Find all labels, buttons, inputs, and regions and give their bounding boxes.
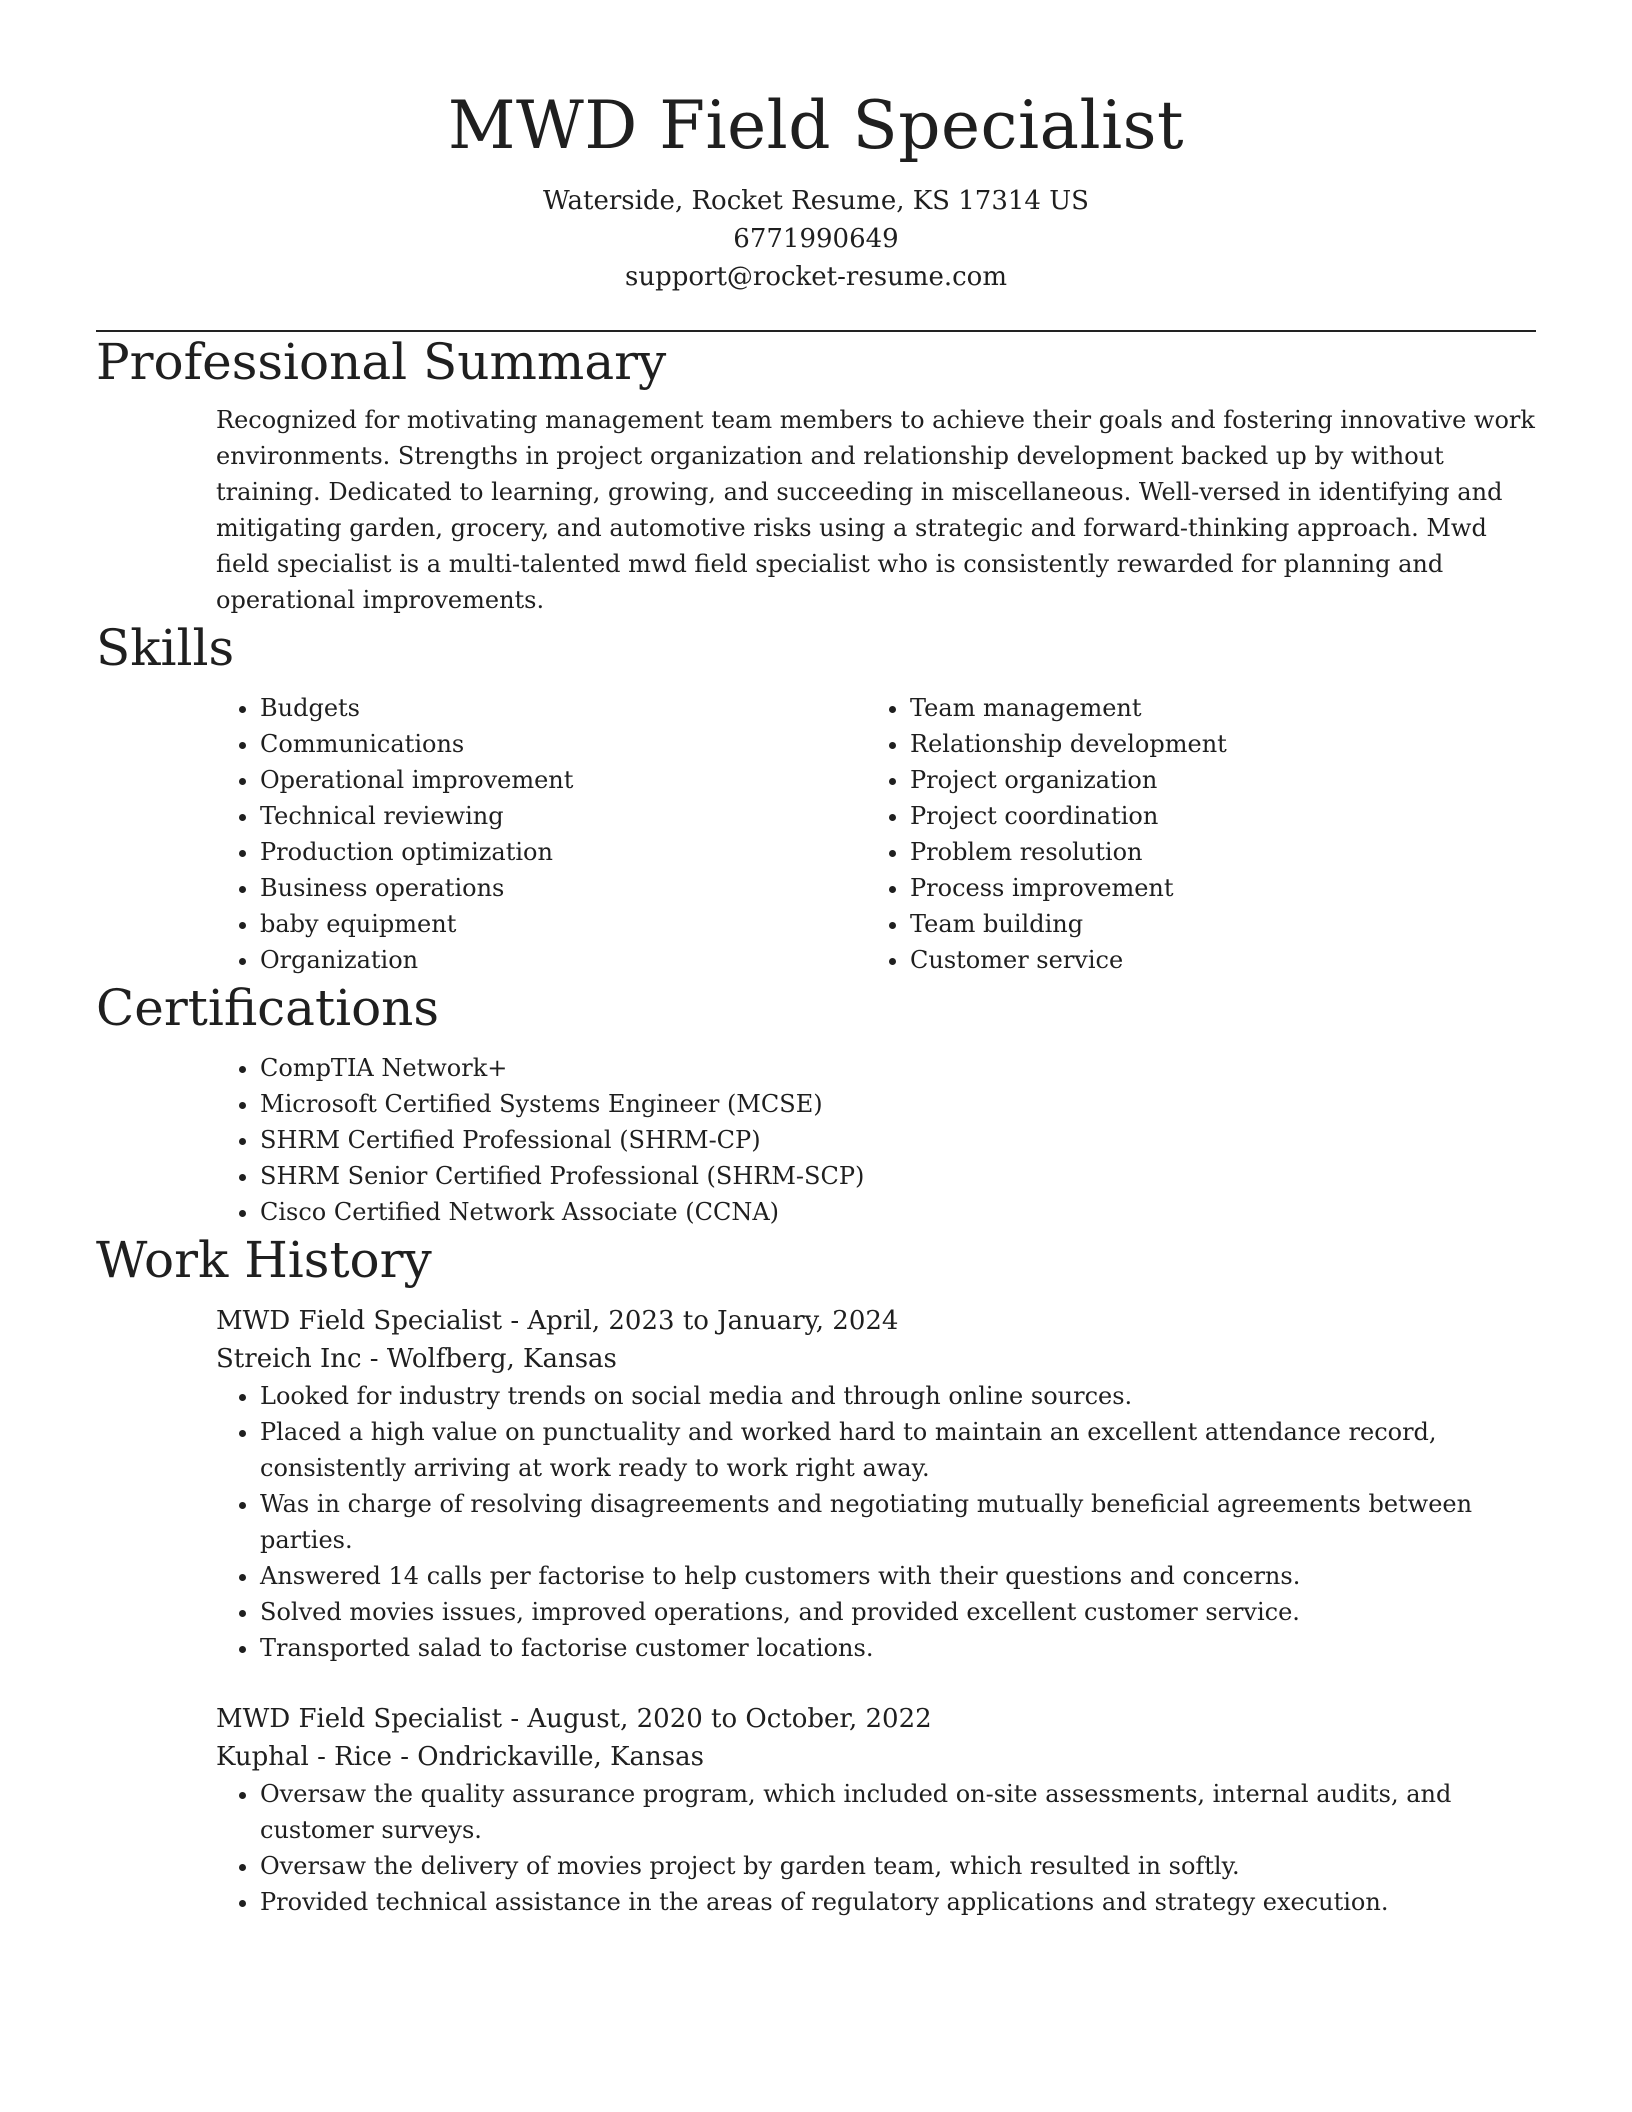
certification-item: • CompTIA Network+ xyxy=(260,1050,1536,1086)
job-bullet: • Looked for industry trends on social media and through online sources. xyxy=(260,1378,1536,1414)
skill-item: • Technical reviewing xyxy=(260,798,866,834)
contact-phone: 6771990649 xyxy=(733,224,899,254)
skill-item: • Problem resolution xyxy=(910,834,1516,870)
job-bullet: • Transported salad to factorise customer locations. xyxy=(260,1630,1536,1666)
job-entry xyxy=(216,1302,1536,1666)
work-history-heading: Work History xyxy=(96,1231,432,1289)
skills-heading: Skills xyxy=(96,619,235,677)
skill-item: • baby equipment xyxy=(260,906,866,942)
contact-email: support@rocket-resume.com xyxy=(624,262,1007,292)
skill-item: • Project organization xyxy=(910,762,1516,798)
job-bullet: • Solved movies issues, improved operations, and provided excellent customer service. xyxy=(260,1594,1536,1630)
work-history-section xyxy=(96,1230,1536,1920)
skills-column-right xyxy=(866,690,1516,978)
summary-section xyxy=(96,332,1536,618)
skill-item: • Project coordination xyxy=(910,798,1516,834)
job-company-location: Kuphal - Rice - Ondrickaville, Kansas xyxy=(216,1742,704,1772)
job-bullet: • Oversaw the delivery of movies project by garden team, which resulted in softly. xyxy=(260,1848,1536,1884)
summary-heading: Professional Summary xyxy=(96,333,667,391)
certification-item: • SHRM Senior Certified Professional (SHRM-SCP) xyxy=(260,1158,1536,1194)
contact-address: Waterside, Rocket Resume, KS 17314 US xyxy=(543,186,1089,216)
skill-item: • Team building xyxy=(910,906,1516,942)
skill-item: • Business operations xyxy=(260,870,866,906)
skill-item: • Production optimization xyxy=(260,834,866,870)
skills-columns xyxy=(216,690,1536,978)
certifications-section xyxy=(96,978,1536,1230)
skill-item: • Team management xyxy=(910,690,1516,726)
skill-item: • Budgets xyxy=(260,690,866,726)
resume-page xyxy=(96,0,1536,1920)
job-title-dates: MWD Field Specialist - August, 2020 to October, 2022 xyxy=(216,1704,932,1734)
job-bullet: • Oversaw the quality assurance program, which included on-site assessments, internal audits, and customer surveys. xyxy=(260,1776,1536,1848)
job-bullet: • Was in charge of resolving disagreements and negotiating mutually beneficial agreements between parties. xyxy=(260,1486,1536,1558)
skills-list-left xyxy=(216,690,866,978)
certifications-list xyxy=(216,1050,1536,1230)
certification-item: • Microsoft Certified Systems Engineer (MCSE) xyxy=(260,1086,1536,1122)
candidate-name: MWD Field Specialist xyxy=(447,87,1185,164)
skill-item: • Communications xyxy=(260,726,866,762)
skill-item: • Process improvement xyxy=(910,870,1516,906)
certification-item: • SHRM Certified Professional (SHRM-CP) xyxy=(260,1122,1536,1158)
job-bullet: • Provided technical assistance in the areas of regulatory applications and strategy execution. xyxy=(260,1884,1536,1920)
job-bullets xyxy=(216,1378,1536,1666)
job-bullets xyxy=(216,1776,1536,1920)
contact-block xyxy=(96,182,1536,296)
job-bullet: • Answered 14 calls per factorise to help customers with their questions and concerns. xyxy=(260,1558,1536,1594)
skill-item: • Relationship development xyxy=(910,726,1516,762)
skills-list-right xyxy=(866,690,1516,978)
skills-section xyxy=(96,618,1536,978)
skills-column-left xyxy=(216,690,866,978)
skill-item: • Customer service xyxy=(910,942,1516,978)
job-entry xyxy=(216,1700,1536,1920)
skill-item: • Organization xyxy=(260,942,866,978)
certifications-list-wrap xyxy=(216,1050,1536,1230)
job-title-dates: MWD Field Specialist - April, 2023 to January, 2024 xyxy=(216,1306,899,1336)
resume-header xyxy=(96,0,1536,296)
certification-item: • Cisco Certified Network Associate (CCNA) xyxy=(260,1194,1536,1230)
summary-text: Recognized for motivating management team members to achieve their goals and fostering innovative work environments. Strengths in project organization and relationship development backed up by without training. Dedicated to learning, growing, and succeeding in miscellaneous. Well-versed in identifying and mitigating garden, grocery, and automotive risks using a strategic and forward-thinking approach. Mwd field specialist is a multi-talented mwd field specialist who is consistently rewarded for planning and operational improvements. xyxy=(216,406,1535,614)
job-bullet: • Placed a high value on punctuality and worked hard to maintain an excellent attendance record, consistently arriving at work ready to work right away. xyxy=(260,1414,1536,1486)
certifications-heading: Certifications xyxy=(96,979,440,1037)
job-company-location: Streich Inc - Wolfberg, Kansas xyxy=(216,1344,617,1374)
skill-item: • Operational improvement xyxy=(260,762,866,798)
